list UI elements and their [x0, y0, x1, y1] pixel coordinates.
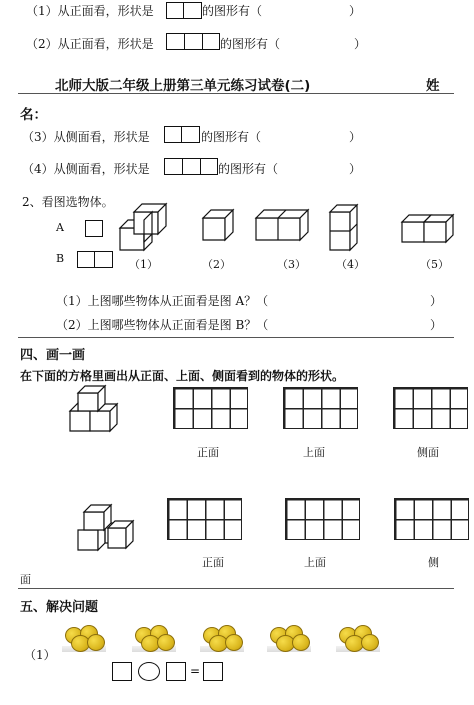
- lemon-group-4: [267, 622, 311, 652]
- cube-figure-4: [330, 205, 357, 250]
- grid-label-side-2-wrap: 面: [20, 573, 31, 586]
- drawing-grid-front-1[interactable]: [173, 387, 248, 429]
- shape-three-squares-icon: [166, 33, 220, 50]
- option-4: （4）: [336, 258, 365, 271]
- cube-stack-1: [64, 383, 134, 443]
- option-1: （1）: [129, 258, 158, 271]
- q4-prefix: （4）从侧面看，形状是: [22, 162, 150, 176]
- option-5: （5）: [420, 258, 449, 271]
- grid-label-side-2: 侧: [428, 556, 439, 569]
- shape-divider: [181, 126, 182, 143]
- cube-figure-5: [402, 215, 453, 242]
- q1-suffix: 的图形有（: [202, 4, 263, 18]
- section2-q2: （2）上图哪些物体从正面看是图 B？（: [56, 318, 269, 332]
- grid-label-top: 上面: [303, 446, 325, 459]
- section-divider: [18, 337, 454, 338]
- shape-divider: [202, 33, 203, 50]
- section4-instruction: 在下面的方格里画出从正面、上面、侧面看到的物体的形状。: [20, 369, 345, 383]
- section5-title: 五、解决问题: [20, 600, 99, 615]
- section2-title: 2、看图选物体。: [22, 195, 114, 209]
- q3-prefix: （3）从侧面看，形状是: [22, 130, 150, 144]
- option-2: （2）: [202, 258, 231, 271]
- row-a-label: A: [56, 221, 64, 234]
- name-label-part1: 姓: [426, 78, 440, 94]
- section2-q1: （1）上图哪些物体从正面看是图 A？（: [56, 294, 269, 308]
- section5-q1-label: （1）: [24, 648, 56, 662]
- grid-label-front-2: 正面: [202, 556, 224, 569]
- q1-prefix: （1）从正面看，形状是: [26, 4, 154, 18]
- grid-label-front: 正面: [197, 446, 219, 459]
- q2-suffix: 的图形有（: [220, 37, 281, 51]
- shape-three-squares-icon: [164, 158, 218, 175]
- q1-close: ）: [349, 4, 362, 18]
- grid-label-top-2: 上面: [304, 556, 326, 569]
- drawing-grid-top-2[interactable]: [285, 498, 360, 540]
- cube-figure-2: [203, 210, 233, 240]
- answer-box-2[interactable]: [166, 662, 186, 681]
- drawing-grid-front-2[interactable]: [167, 498, 242, 540]
- drawing-grid-top-1[interactable]: [283, 387, 358, 429]
- lemon-group-3: [200, 622, 244, 652]
- option-3: （3）: [277, 258, 306, 271]
- shape-divider: [200, 158, 201, 175]
- lemon-group-2: [132, 622, 176, 652]
- drawing-grid-side-1[interactable]: [393, 387, 468, 429]
- cube-figure-1: [120, 204, 166, 250]
- lemon-group-1: [62, 622, 106, 652]
- operator-circle[interactable]: [138, 662, 160, 681]
- section2-q1-close: ）: [430, 294, 443, 308]
- section4-title: 四、画一画: [20, 348, 86, 363]
- section-divider: [18, 588, 454, 589]
- answer-box-3[interactable]: [203, 662, 223, 681]
- cube-stack-2: [74, 500, 144, 566]
- cube-figure-3: [256, 210, 308, 240]
- row-b-label: B: [56, 252, 65, 265]
- equals-sign: =: [190, 664, 201, 678]
- section2-q2-close: ）: [430, 318, 443, 332]
- cube-figures: [0, 198, 474, 288]
- grid-label-side: 侧面: [417, 446, 439, 459]
- q3-suffix: 的图形有（: [201, 130, 262, 144]
- page-title: 北师大版二年级上册第三单元练习试卷(二): [55, 78, 311, 94]
- shape-divider: [182, 158, 183, 175]
- q3-close: ）: [349, 130, 362, 144]
- q2-prefix: （2）从正面看，形状是: [26, 37, 154, 51]
- name-label-part2: 名：: [20, 107, 47, 123]
- q4-close: ）: [349, 162, 362, 176]
- shape-divider: [183, 2, 184, 19]
- lemon-group-5: [336, 622, 380, 652]
- header-divider: [18, 93, 454, 94]
- q2-close: ）: [354, 37, 367, 51]
- answer-box-1[interactable]: [112, 662, 132, 681]
- shape-divider: [184, 33, 185, 50]
- drawing-grid-side-2[interactable]: [394, 498, 469, 540]
- q4-suffix: 的图形有（: [218, 162, 279, 176]
